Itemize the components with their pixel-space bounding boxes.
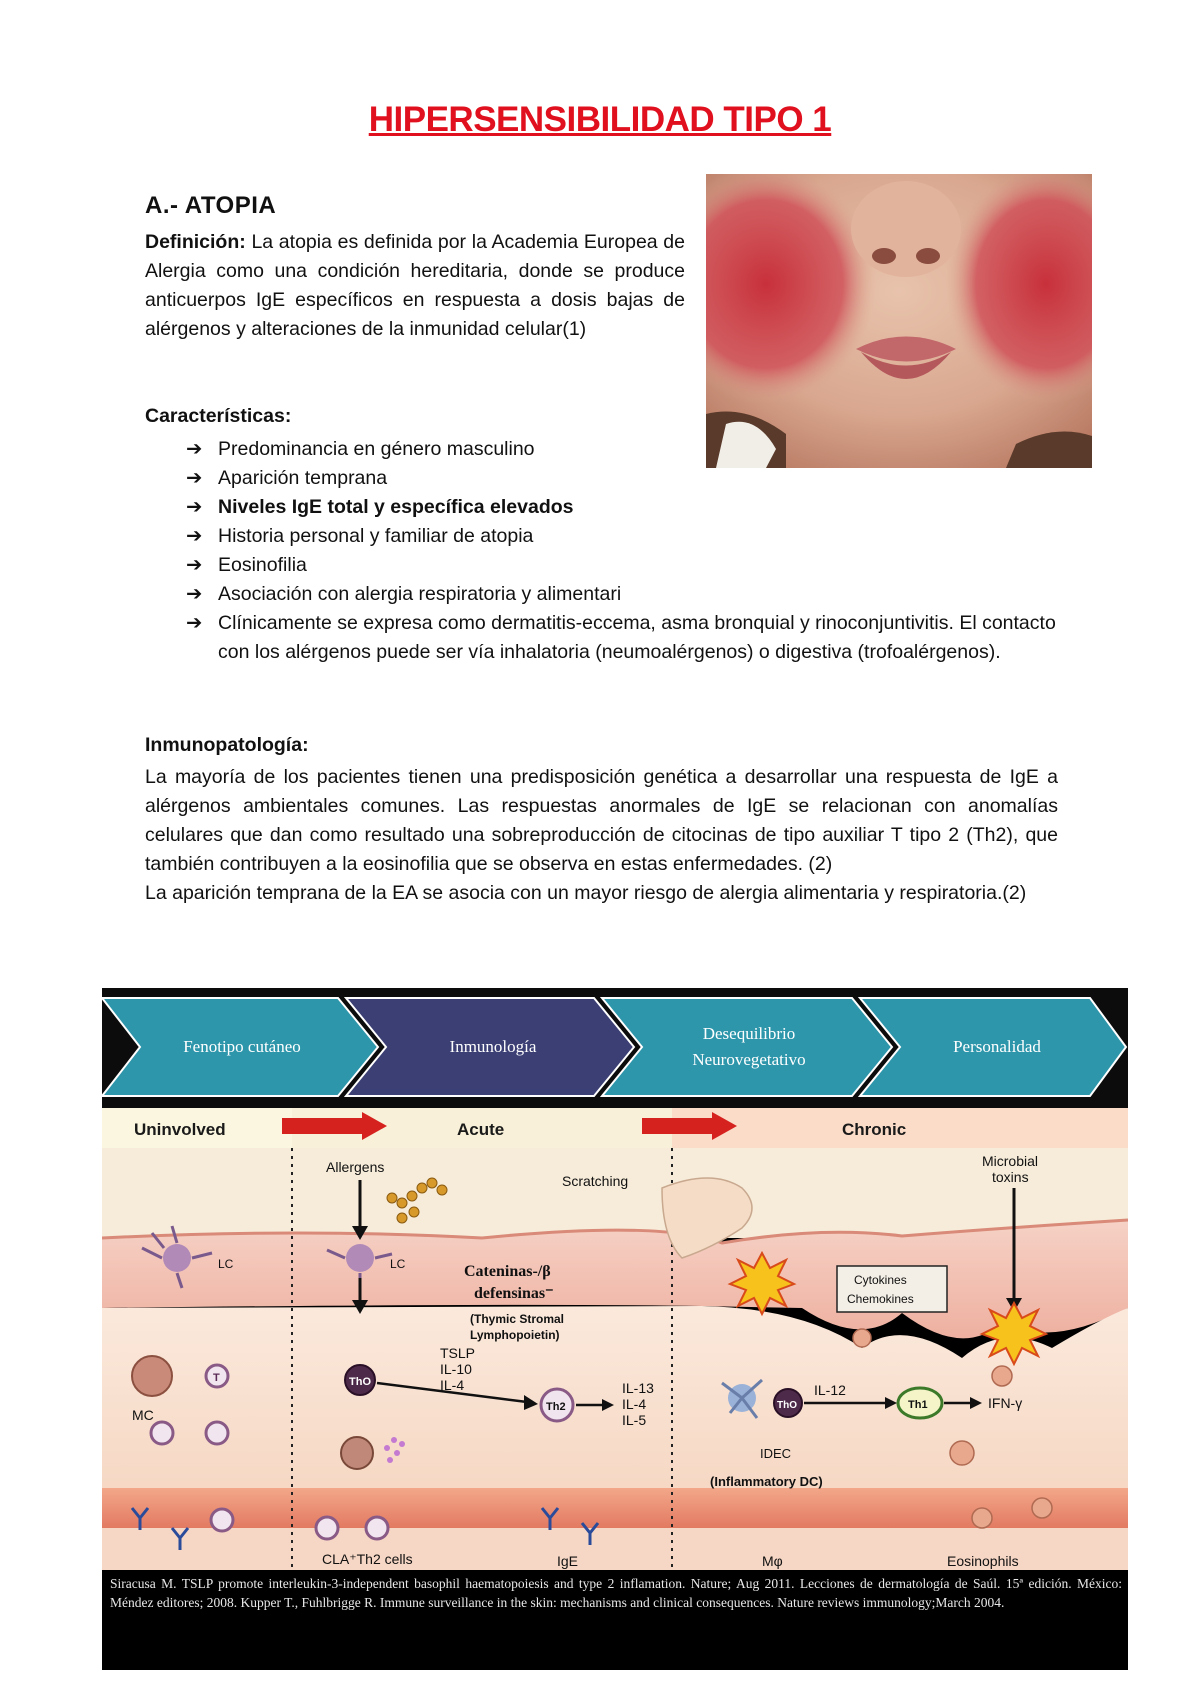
chevron-banner (102, 988, 1128, 1108)
arrow-icon: ➔ (186, 525, 203, 547)
label-mc: MC (132, 1407, 154, 1423)
label-cla-th2: CLA⁺Th2 cells (322, 1551, 413, 1567)
label-lc-2: LC (390, 1257, 406, 1271)
list-item: ➔ Asociación con alergia respiratoria y alimentari (186, 580, 1086, 609)
list-item: ➔ Predominancia en género masculino (186, 435, 1086, 464)
label-lc-1: LC (218, 1257, 234, 1271)
stage-chronic: Chronic (842, 1120, 907, 1139)
label-inflammatory-dc: (Inflammatory DC) (710, 1474, 823, 1489)
label-macrophage: Mφ (762, 1553, 783, 1569)
label-il13: IL-13 (622, 1380, 654, 1396)
list-item: ➔ Eosinofilia (186, 551, 1086, 580)
label-cateninas: Cateninas-/β (464, 1263, 551, 1280)
label-tslp: TSLP (440, 1345, 476, 1361)
characteristics-list (186, 435, 1086, 667)
label-il10: IL-10 (440, 1361, 472, 1377)
label-microbial: Microbial (982, 1153, 1039, 1169)
immunopathology-label: Inmunopatología: (145, 734, 309, 756)
stage-uninvolved: Uninvolved (134, 1120, 226, 1139)
chevron-personalidad: Personalidad (953, 1037, 1041, 1056)
label-th2: Th2 (546, 1401, 566, 1413)
label-chemokines: Chemokines (847, 1292, 914, 1306)
arrow-icon: ➔ (186, 612, 203, 634)
list-item: ➔ Historia personal y familiar de atopia (186, 522, 1086, 551)
arrow-icon: ➔ (186, 554, 203, 576)
arrow-icon: ➔ (186, 438, 203, 460)
arrow-icon: ➔ (186, 583, 203, 605)
label-il4: IL-4 (440, 1377, 465, 1393)
arrow-icon: ➔ (186, 467, 203, 489)
label-th0: ThO (349, 1376, 371, 1388)
label-scratching: Scratching (562, 1173, 629, 1189)
section-heading-atopia: A.- ATOPIA (145, 192, 277, 219)
label-ifn: IFN-γ (988, 1395, 1023, 1411)
label-defensinas: defensinas⁻ (474, 1285, 554, 1302)
label-th0-chronic: ThO (777, 1400, 797, 1411)
upper-skin-area (102, 1148, 1128, 1238)
label-toxins: toxins (992, 1169, 1029, 1185)
arrow-icon: ➔ (186, 496, 203, 518)
label-ige: IgE (557, 1553, 579, 1569)
immunopathology-body (145, 763, 1058, 908)
atopic-dermatitis-photo (706, 174, 1092, 468)
definition-text: La atopia es definida por la Academia Europea de Alergia como una condición hereditaria, donde se produce anticuerpos IgE específicos en respuesta a dosis bajas de alérgenos y alteraciones de la inmunidad celular(1) (145, 231, 685, 340)
definition-paragraph (145, 228, 685, 344)
starburst-1 (730, 1253, 794, 1314)
label-eosinophils: Eosinophils (947, 1553, 1019, 1569)
label-allergens: Allergens (326, 1159, 385, 1175)
chevron-fenotipo: Fenotipo cutáneo (183, 1037, 301, 1056)
page-title: HIPERSENSIBILIDAD TIPO 1 (368, 100, 832, 139)
definition-label: Definición: (145, 231, 246, 253)
chevron-inmunologia: Inmunología (449, 1037, 537, 1056)
list-item: ➔ Clínicamente se expresa como dermatitis-eccema, asma bronquial y rinoconjuntivitis. El contacto con los alérgenos puede ser vía inhalatoria (neumoalérgenos) o digestiva (trofoalérgenos). (186, 609, 1086, 667)
figure-caption: Siracusa M. TSLP promote interleukin-3-independent basophil haematopoiesis and type 2 inflamation. Nature; Aug 2011. Lecciones de dermatología de Saúl. 15ª edición. México: Méndez editores; 2008. Kupper T., Fuhlbrigge R. Immune surveillance in the skin: mechanisms and clinical consequences. Nature reviews immunology;March 2004. (110, 1576, 1122, 1610)
skin-immunology-illustration (102, 1108, 1128, 1570)
label-idec: IDEC (760, 1446, 792, 1461)
starburst-2 (982, 1303, 1046, 1364)
mast-cell (132, 1356, 172, 1396)
label-lymphopoietin: Lymphopoietin) (470, 1328, 560, 1342)
label-il12: IL-12 (814, 1382, 846, 1398)
immunology-figure (102, 988, 1128, 1670)
label-t: T (213, 1372, 220, 1384)
label-thymic: (Thymic Stromal (470, 1312, 565, 1326)
immunopathology-paragraph-2: La aparición temprana de la EA se asocia con un mayor riesgo de alergia alimentaria y respiratoria.(2) (145, 882, 1027, 904)
list-item: ➔ Niveles IgE total y específica elevados (186, 493, 1086, 522)
immunopathology-paragraph-1: La mayoría de los pacientes tienen una predisposición genética a desarrollar una respuesta de IgE a alérgenos ambientales comunes. Las respuestas anormales de IgE se relacionan con anomalías celulares que dan como resultado una sobreproducción de citocinas de tipo auxiliar T tipo 2 (Th2), que también contribuyen a la eosinofilia que se observa en estas enfermedades. (2) (145, 766, 1058, 875)
stage-acute: Acute (457, 1120, 505, 1139)
label-il5: IL-5 (622, 1412, 647, 1428)
basophil (341, 1437, 373, 1469)
list-item: ➔ Aparición temprana (186, 464, 1086, 493)
label-il4b: IL-4 (622, 1396, 647, 1412)
chevron-desequilibrio: Desequilibrio Neurovegetativo (692, 1024, 806, 1069)
label-th1: Th1 (908, 1399, 928, 1411)
label-cytokines: Cytokines (854, 1273, 907, 1287)
characteristics-label: Características: (145, 405, 292, 427)
